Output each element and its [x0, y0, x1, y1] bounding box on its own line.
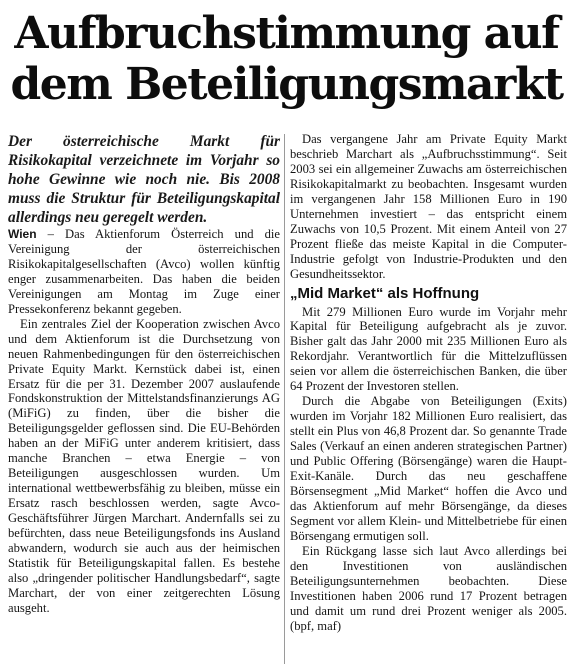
- right-column: [290, 132, 567, 634]
- article-paragraph-3: Das vergangene Jahr am Private Equity Markt beschrieb Marchart als „Aufbruchsstimmung“. Seit 2003 sei ein allgemeiner Zuwachs am österreichischen Risikokapitalmarkt zu beobachten. Insgesamt wurden im vergangenen Jahr 158 Millionen Euro in 190 Unternehmen investiert – das entspricht einem Zuwachs von 10,5 Prozent. Mit einem Anteil von 27 Prozent fließe das meiste Kapital in die Computer-Industrie gefolgt von Industrie-Produkten und den Gesundheitssektor.: [290, 132, 567, 281]
- article-paragraph-1: [8, 227, 280, 317]
- article-paragraph-4: Mit 279 Millionen Euro wurde im Vorjahr mehr Kapital für Beteiligung aufgebracht als je zuvor. Bisher galt das Jahr 2000 mit 235 Millionen Euro als Rekordjahr. Verantwortlich für die Mittelzuflüssen seien vor allem die österreichischen Banken, die über 64 Prozent der Investoren stellen.: [290, 304, 567, 394]
- article-paragraph-6: Ein Rückgang lasse sich laut Avco allerdings bei den Investitionen von ausländischen Beteiligungsunternehmen beobachten. Diese Investitionen haben 2006 rund 17 Prozent betragen und damit um rund drei Prozent weniger als 2005. (bpf, maf): [290, 543, 567, 633]
- article-paragraph-5: Durch die Abgabe von Beteiligungen (Exits) wurden im Vorjahr 182 Millionen Euro realisiert, das stellt ein Plus von 46,8 Prozent dar. So genannte Trade Sales (Verkauf an einen anderen strategischen Partner) und Public Offering (Börsengänge) waren die Haupt-Exit-Kanäle. Durch das neu geschaffene Börsensegment „Mid Market“ hoffen die Avco und das Aktienforum auf mehr Börsengänge, da dieses Segment vor allem Klein- und Mittelbetriebe für einen Börsengang ermutigen soll.: [290, 394, 567, 543]
- headline: Aufbruchstimmung auf dem Beteiligungsmarkt: [10, 8, 563, 110]
- column-divider: [284, 134, 285, 664]
- left-column: [8, 132, 280, 616]
- subheading: „Mid Market“ als Hoffnung: [290, 284, 480, 302]
- article-paragraph-2: Ein zentrales Ziel der Kooperation zwischen Avco und dem Aktienforum ist die Durchsetzung von neuen Rahmenbedingungen für den österreichischen Private Equity Markt. Kernstück dabei ist, einen Ersatz für die per 31. Dezember 2007 auslaufende Fondskonstruktion der Mittelstandsfinanzierungs AG (MiFiG) zu finden, über die bisher die Beteiligungsgelder geflossen sind. Die EU-Behörden haben an der MiFiG unter anderem kritisiert, dass manche Branchen – etwa Energie – von Beteiligungen ausgeschlossen wurden. Um international wettbewerbsfähig zu bleiben, müsse ein Ersatz rasch beschlossen werden, sagte Avco-Geschäftsführer Jürgen Marchart. Andernfalls sei zu befürchten, dass neue Beteiligungsfonds ins Ausland abwandern, wodurch sie auch aus der heimischen Statistik für Beteiligungskapital fallen. Es bestehe also „dringender politischer Handlungsbedarf“, sagte Marchart, der von einer zeitgerechten Lösung ausgeht.: [8, 316, 280, 615]
- lead-paragraph: Der österreichische Markt für Risikokapital verzeichnete im Vorjahr so hohe Gewinne wie noch nie. Bis 2008 muss die Struktur für Beteiligungskapital allerdings neu geregelt werden.: [8, 133, 280, 226]
- paragraph-1-text: – Das Aktienforum Österreich und die Vereinigung der österreichischen Risikokapitalgesellschaften (Avco) wollen künftig enger zusammenarbeiten. Das haben die beiden Vereinigungen am Montag im Zuge einer Pressekonferenz bekannt gegeben.: [8, 227, 280, 316]
- dateline: Wien: [8, 227, 37, 241]
